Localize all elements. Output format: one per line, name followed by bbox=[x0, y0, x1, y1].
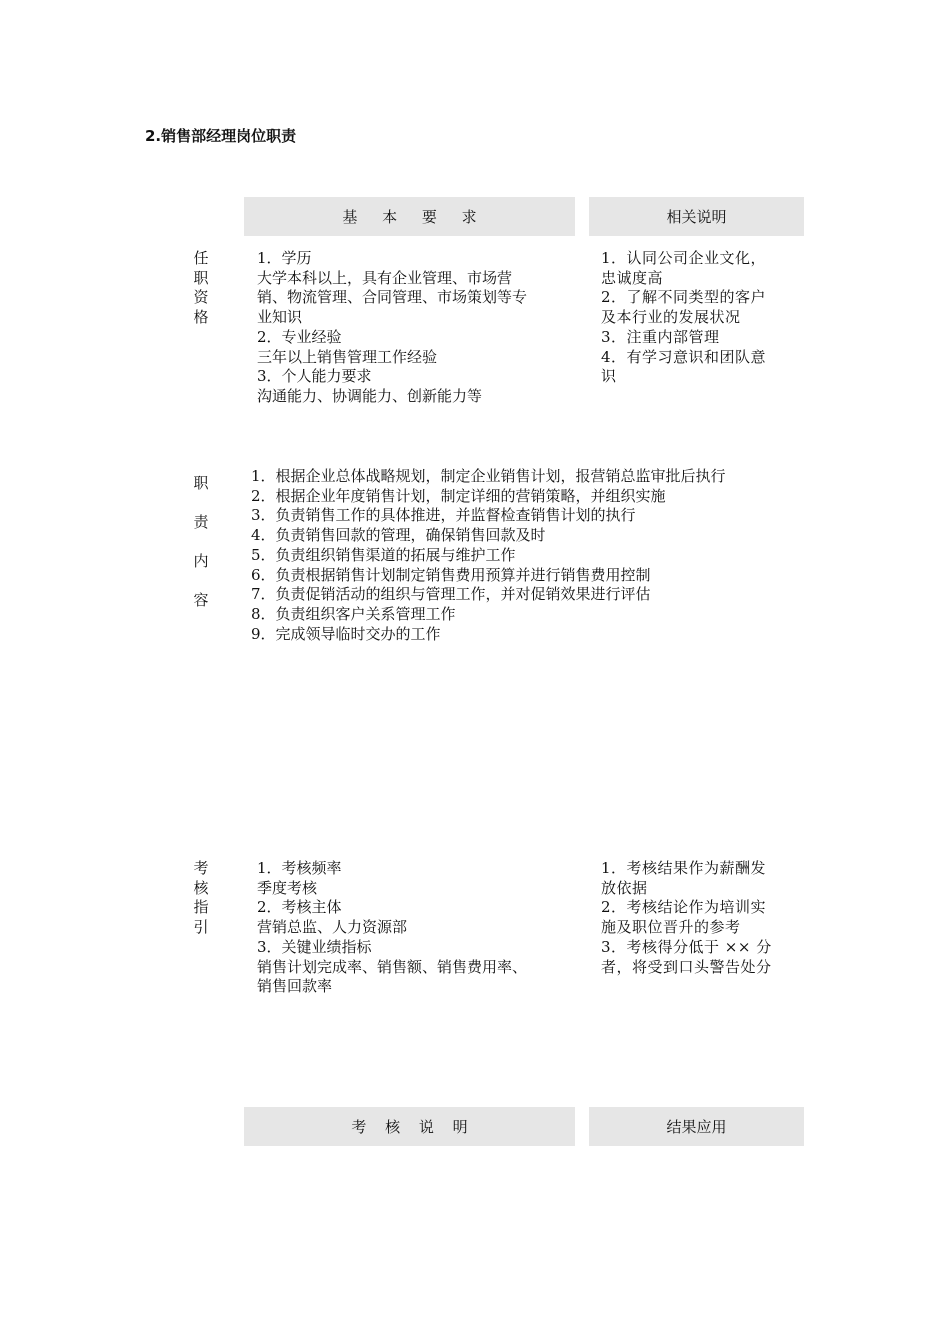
header-result-application: 结果应用 bbox=[589, 1107, 804, 1146]
text-line: 3．关键业绩指标 bbox=[257, 937, 372, 956]
label-char: 指 bbox=[193, 898, 209, 916]
evaluation-notes bbox=[257, 859, 569, 997]
text-line: 2．了解不同类型的客户 bbox=[601, 288, 767, 307]
qualification-notes bbox=[601, 249, 797, 387]
text-line: 业知识 bbox=[257, 308, 303, 327]
text-line: 施及职位晋升的参考 bbox=[601, 918, 741, 937]
header-related-notes: 相关说明 bbox=[589, 197, 804, 236]
text-line: 放依据 bbox=[601, 878, 648, 897]
text-line: 忠诚度高 bbox=[601, 268, 664, 287]
page-title: 2.销售部经理岗位职责 bbox=[145, 127, 297, 145]
text-line: 大学本科以上，具有企业管理、市场营 bbox=[257, 268, 513, 287]
label-char: 格 bbox=[193, 307, 209, 326]
text-line: 者，将受到口头警告处分 bbox=[601, 957, 772, 976]
text-line: 3．个人能力要求 bbox=[257, 367, 372, 386]
text-line: 销、物流管理、合同管理、市场策划等专 bbox=[257, 288, 528, 307]
list-item: 9．完成领导临时交办的工作 bbox=[251, 624, 441, 643]
text-line: 销售回款率 bbox=[257, 977, 333, 996]
text-line: 1．考核结果作为薪酬发 bbox=[601, 859, 767, 877]
text-line: 及本行业的发展状况 bbox=[601, 308, 741, 327]
duties-list bbox=[251, 467, 811, 644]
text-line: 3．考核得分低于 ×× 分 bbox=[601, 937, 772, 956]
label-char: 任 bbox=[193, 249, 209, 267]
list-item: 1．根据企业总体战略规划，制定企业销售计划，报营销总监审批后执行 bbox=[251, 467, 726, 485]
label-char: 容 bbox=[193, 591, 209, 609]
text-line: 1．学历 bbox=[257, 249, 312, 267]
text-line: 识 bbox=[601, 367, 617, 386]
text-line: 3．注重内部管理 bbox=[601, 327, 720, 346]
qualification-label bbox=[191, 249, 211, 327]
text-line: 2．专业经验 bbox=[257, 327, 342, 346]
label-char: 考 bbox=[193, 859, 209, 877]
text-line: 1．认同公司企业文化， bbox=[601, 249, 767, 267]
text-line: 三年以上销售管理工作经验 bbox=[257, 347, 438, 366]
text-line: 沟通能力、协调能力、创新能力等 bbox=[257, 386, 483, 405]
label-char: 职 bbox=[193, 474, 209, 492]
label-char: 核 bbox=[193, 878, 209, 897]
text-line: 2．考核结论作为培训实 bbox=[601, 898, 767, 917]
header-assessment-notes: 考 核 说 明 bbox=[244, 1107, 575, 1146]
label-char: 职 bbox=[193, 268, 209, 287]
qualification-requirements bbox=[257, 249, 569, 407]
list-item: 6．负责根据销售计划制定销售费用预算并进行销售费用控制 bbox=[251, 565, 651, 584]
duties-label bbox=[191, 473, 211, 629]
text-line: 季度考核 bbox=[257, 878, 318, 897]
label-char: 资 bbox=[193, 288, 209, 306]
text-line: 4．有学习意识和团队意 bbox=[601, 347, 767, 366]
label-char: 内 bbox=[193, 552, 209, 570]
text-line: 营销总监、人力资源部 bbox=[257, 918, 408, 937]
label-char: 引 bbox=[193, 917, 209, 936]
text-line: 1．考核频率 bbox=[257, 859, 342, 877]
label-char: 责 bbox=[193, 513, 209, 531]
list-item: 2．根据企业年度销售计划，制定详细的营销策略，并组织实施 bbox=[251, 486, 666, 505]
list-item: 7．负责促销活动的组织与管理工作，并对促销效果进行评估 bbox=[251, 585, 651, 604]
text-line: 2．考核主体 bbox=[257, 898, 342, 917]
list-item: 3．负责销售工作的具体推进，并监督检查销售计划的执行 bbox=[251, 506, 636, 525]
evaluation-results bbox=[601, 859, 797, 977]
evaluation-label bbox=[191, 859, 211, 937]
list-item: 8．负责组织客户关系管理工作 bbox=[251, 604, 456, 623]
list-item: 4．负责销售回款的管理，确保销售回款及时 bbox=[251, 526, 546, 545]
header-basic-requirements: 基 本 要 求 bbox=[244, 197, 575, 236]
text-line: 销售计划完成率、销售额、销售费用率、 bbox=[257, 957, 528, 976]
list-item: 5．负责组织销售渠道的拓展与维护工作 bbox=[251, 545, 516, 564]
